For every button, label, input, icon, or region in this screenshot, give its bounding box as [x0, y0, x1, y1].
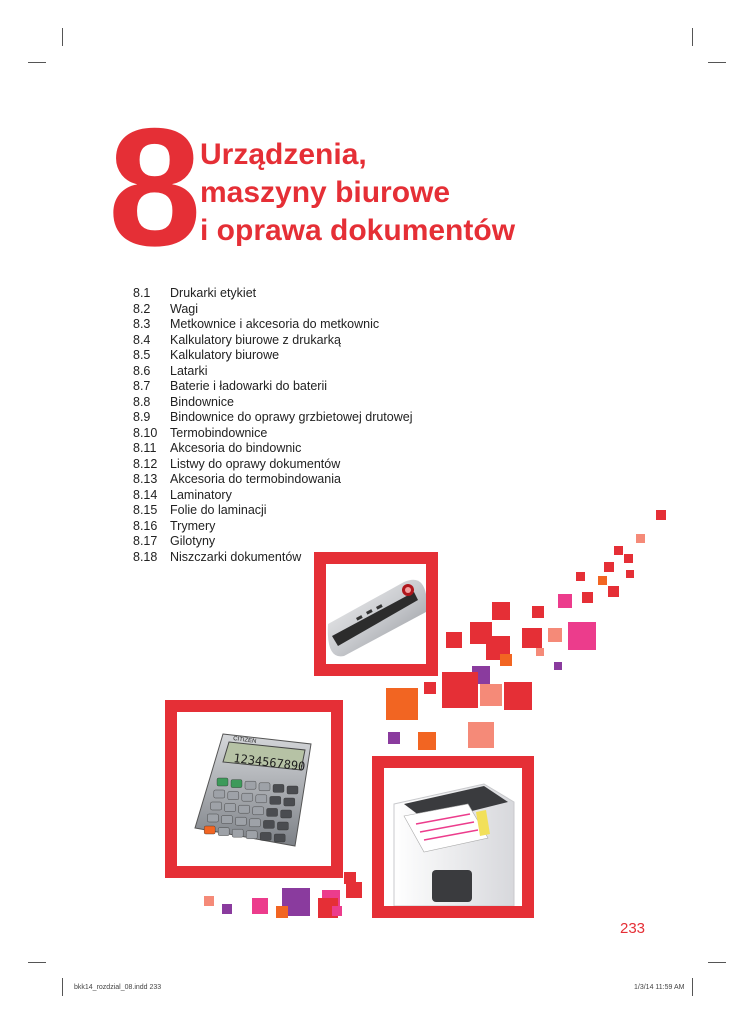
toc-item-number: 8.9 [133, 410, 151, 424]
decor-square [222, 904, 232, 914]
decor-square [608, 586, 619, 597]
toc-item-number: 8.12 [133, 456, 158, 471]
toc-item-number: 8.6 [133, 363, 151, 378]
toc-item [133, 348, 413, 364]
decor-square [576, 572, 585, 581]
toc-item-label: Trymery [170, 518, 216, 533]
toc-item-number: 8.15 [133, 503, 158, 517]
toc-item-label: Bindownice do oprawy grzbietowej drutowej [170, 410, 413, 424]
calculator-key [231, 780, 242, 788]
calculator-key [253, 807, 264, 815]
toc-item [133, 333, 413, 349]
toc-item-number: 8.17 [133, 534, 158, 548]
toc-item-number: 8.10 [133, 425, 158, 440]
decor-square [548, 628, 562, 642]
calculator-key [267, 808, 278, 816]
toc-item-label: Kalkulatory biurowe [170, 348, 280, 362]
toc-item-label: Kalkulatory biurowe z drukarką [170, 332, 341, 347]
toc-item-label: Niszczarki dokumentów [170, 549, 302, 564]
toc-item-label: Bindownice [170, 394, 234, 409]
calculator-key [204, 826, 215, 834]
decor-square [424, 682, 436, 694]
calculator-key [270, 796, 281, 804]
laminator-photo-frame [314, 552, 438, 676]
calculator-display: 1234567890 [232, 751, 307, 774]
decor-square [386, 688, 418, 720]
toc-item [133, 457, 413, 473]
decor-square [582, 592, 593, 603]
chapter-title-line: maszyny biurowe [200, 176, 451, 209]
decor-square [204, 896, 214, 906]
toc-item-number: 8.7 [133, 379, 151, 393]
toc-item-label: Metkownice i akcesoria do metkownic [170, 317, 380, 331]
calculator-key [284, 798, 295, 806]
calculator-key [235, 817, 246, 825]
toc-item-label: Folie do laminacji [170, 503, 267, 517]
calculator-key [277, 822, 288, 830]
decor-square [604, 562, 614, 572]
toc-item-number: 8.5 [133, 348, 151, 362]
calculator-key [273, 784, 284, 792]
calculator-key [246, 831, 257, 839]
calculator-key [221, 816, 232, 824]
calculator-key [274, 834, 285, 842]
toc-item-number: 8.14 [133, 487, 158, 502]
calculator-key [287, 786, 298, 794]
calculator-brand: CITIZEN [232, 736, 257, 745]
calculator-key [281, 810, 292, 818]
calculator-key [263, 820, 274, 828]
toc-item-number: 8.13 [133, 472, 158, 486]
calculator-key [232, 829, 243, 837]
table-of-contents [133, 286, 413, 565]
decor-square [442, 672, 478, 708]
calculator-key [214, 790, 225, 798]
decor-square [500, 654, 512, 666]
toc-item [133, 488, 413, 504]
toc-item-label: Gilotyny [170, 534, 216, 548]
decor-square [252, 898, 268, 914]
toc-item-label: Drukarki etykiet [170, 286, 257, 300]
decor-square [636, 534, 645, 543]
shredder-photo-frame [372, 756, 534, 918]
toc-item [133, 441, 413, 457]
toc-item [133, 364, 413, 380]
calculator-key [225, 804, 236, 812]
laminator-image [326, 564, 426, 664]
decor-square [656, 510, 666, 520]
decor-square [446, 632, 462, 648]
crop-mark [708, 62, 726, 63]
decor-square [554, 662, 562, 670]
decor-square [346, 882, 362, 898]
toc-item [133, 426, 413, 442]
chapter-title-line: Urządzenia, [200, 138, 367, 171]
chapter-title [200, 136, 515, 250]
calculator-key [217, 778, 228, 786]
toc-item [133, 472, 413, 488]
page-number: 233 [620, 920, 646, 937]
file-slug: bkk14_rozdzial_08.indd 233 [74, 984, 162, 991]
decor-square [504, 682, 532, 710]
decor-square [468, 722, 494, 748]
crop-mark [28, 62, 46, 63]
decor-square [624, 554, 633, 563]
calculator-key [211, 802, 222, 810]
toc-item [133, 410, 413, 426]
crop-mark [62, 28, 63, 46]
toc-item [133, 395, 413, 411]
toc-item-label: Laminatory [170, 487, 232, 502]
decor-square [492, 602, 510, 620]
decor-square [558, 594, 572, 608]
toc-item-number: 8.3 [133, 317, 151, 331]
crop-mark [708, 962, 726, 963]
toc-item [133, 302, 413, 318]
toc-item [133, 286, 413, 302]
calculator-photo-frame [165, 700, 343, 878]
toc-item-number: 8.11 [133, 441, 157, 455]
toc-item-label: Latarki [170, 363, 208, 378]
toc-item-number: 8.16 [133, 518, 158, 533]
crop-mark [28, 962, 46, 963]
calculator-key [218, 828, 229, 836]
calculator-key [228, 792, 239, 800]
date-slug: 1/3/14 11:59 AM [634, 984, 685, 991]
shredder-image [384, 768, 522, 906]
decor-square [536, 648, 544, 656]
toc-item-number: 8.18 [133, 549, 158, 564]
decor-square [532, 606, 544, 618]
decor-square [276, 906, 288, 918]
crop-mark [692, 978, 693, 996]
toc-item [133, 534, 413, 550]
decor-square [614, 546, 623, 555]
calculator-key [239, 805, 250, 813]
calculator-key [249, 819, 260, 827]
calculator-key [242, 793, 253, 801]
chapter-number: 8 [108, 93, 198, 281]
decor-square [598, 576, 607, 585]
decor-square [626, 570, 634, 578]
toc-item [133, 317, 413, 333]
calculator-key [207, 814, 218, 822]
toc-item-label: Baterie i ładowarki do baterii [170, 379, 328, 393]
toc-item-label: Termobindownice [170, 425, 268, 440]
toc-item-label: Akcesoria do termobindowania [170, 472, 341, 486]
toc-item-label: Wagi [170, 301, 199, 316]
toc-item-number: 8.8 [133, 394, 151, 409]
toc-item-number: 8.1 [133, 286, 151, 300]
decor-square [332, 906, 342, 916]
toc-item-number: 8.2 [133, 301, 151, 316]
crop-mark [62, 978, 63, 996]
calculator-key [259, 783, 270, 791]
toc-item-label: Listwy do oprawy dokumentów [170, 456, 341, 471]
calculator-key [245, 781, 256, 789]
decor-square [522, 628, 542, 648]
calculator-key [260, 832, 271, 840]
decor-square [480, 684, 502, 706]
decor-square [418, 732, 436, 750]
decor-square [568, 622, 596, 650]
crop-mark [692, 28, 693, 46]
toc-item-number: 8.4 [133, 332, 151, 347]
calculator-image [177, 712, 331, 866]
decor-square [388, 732, 400, 744]
toc-item [133, 519, 413, 535]
toc-item-label: Akcesoria do bindownic [170, 441, 302, 455]
toc-item [133, 379, 413, 395]
chapter-title-line: i oprawa dokumentów [200, 214, 516, 247]
calculator-key [256, 795, 267, 803]
toc-item [133, 503, 413, 519]
